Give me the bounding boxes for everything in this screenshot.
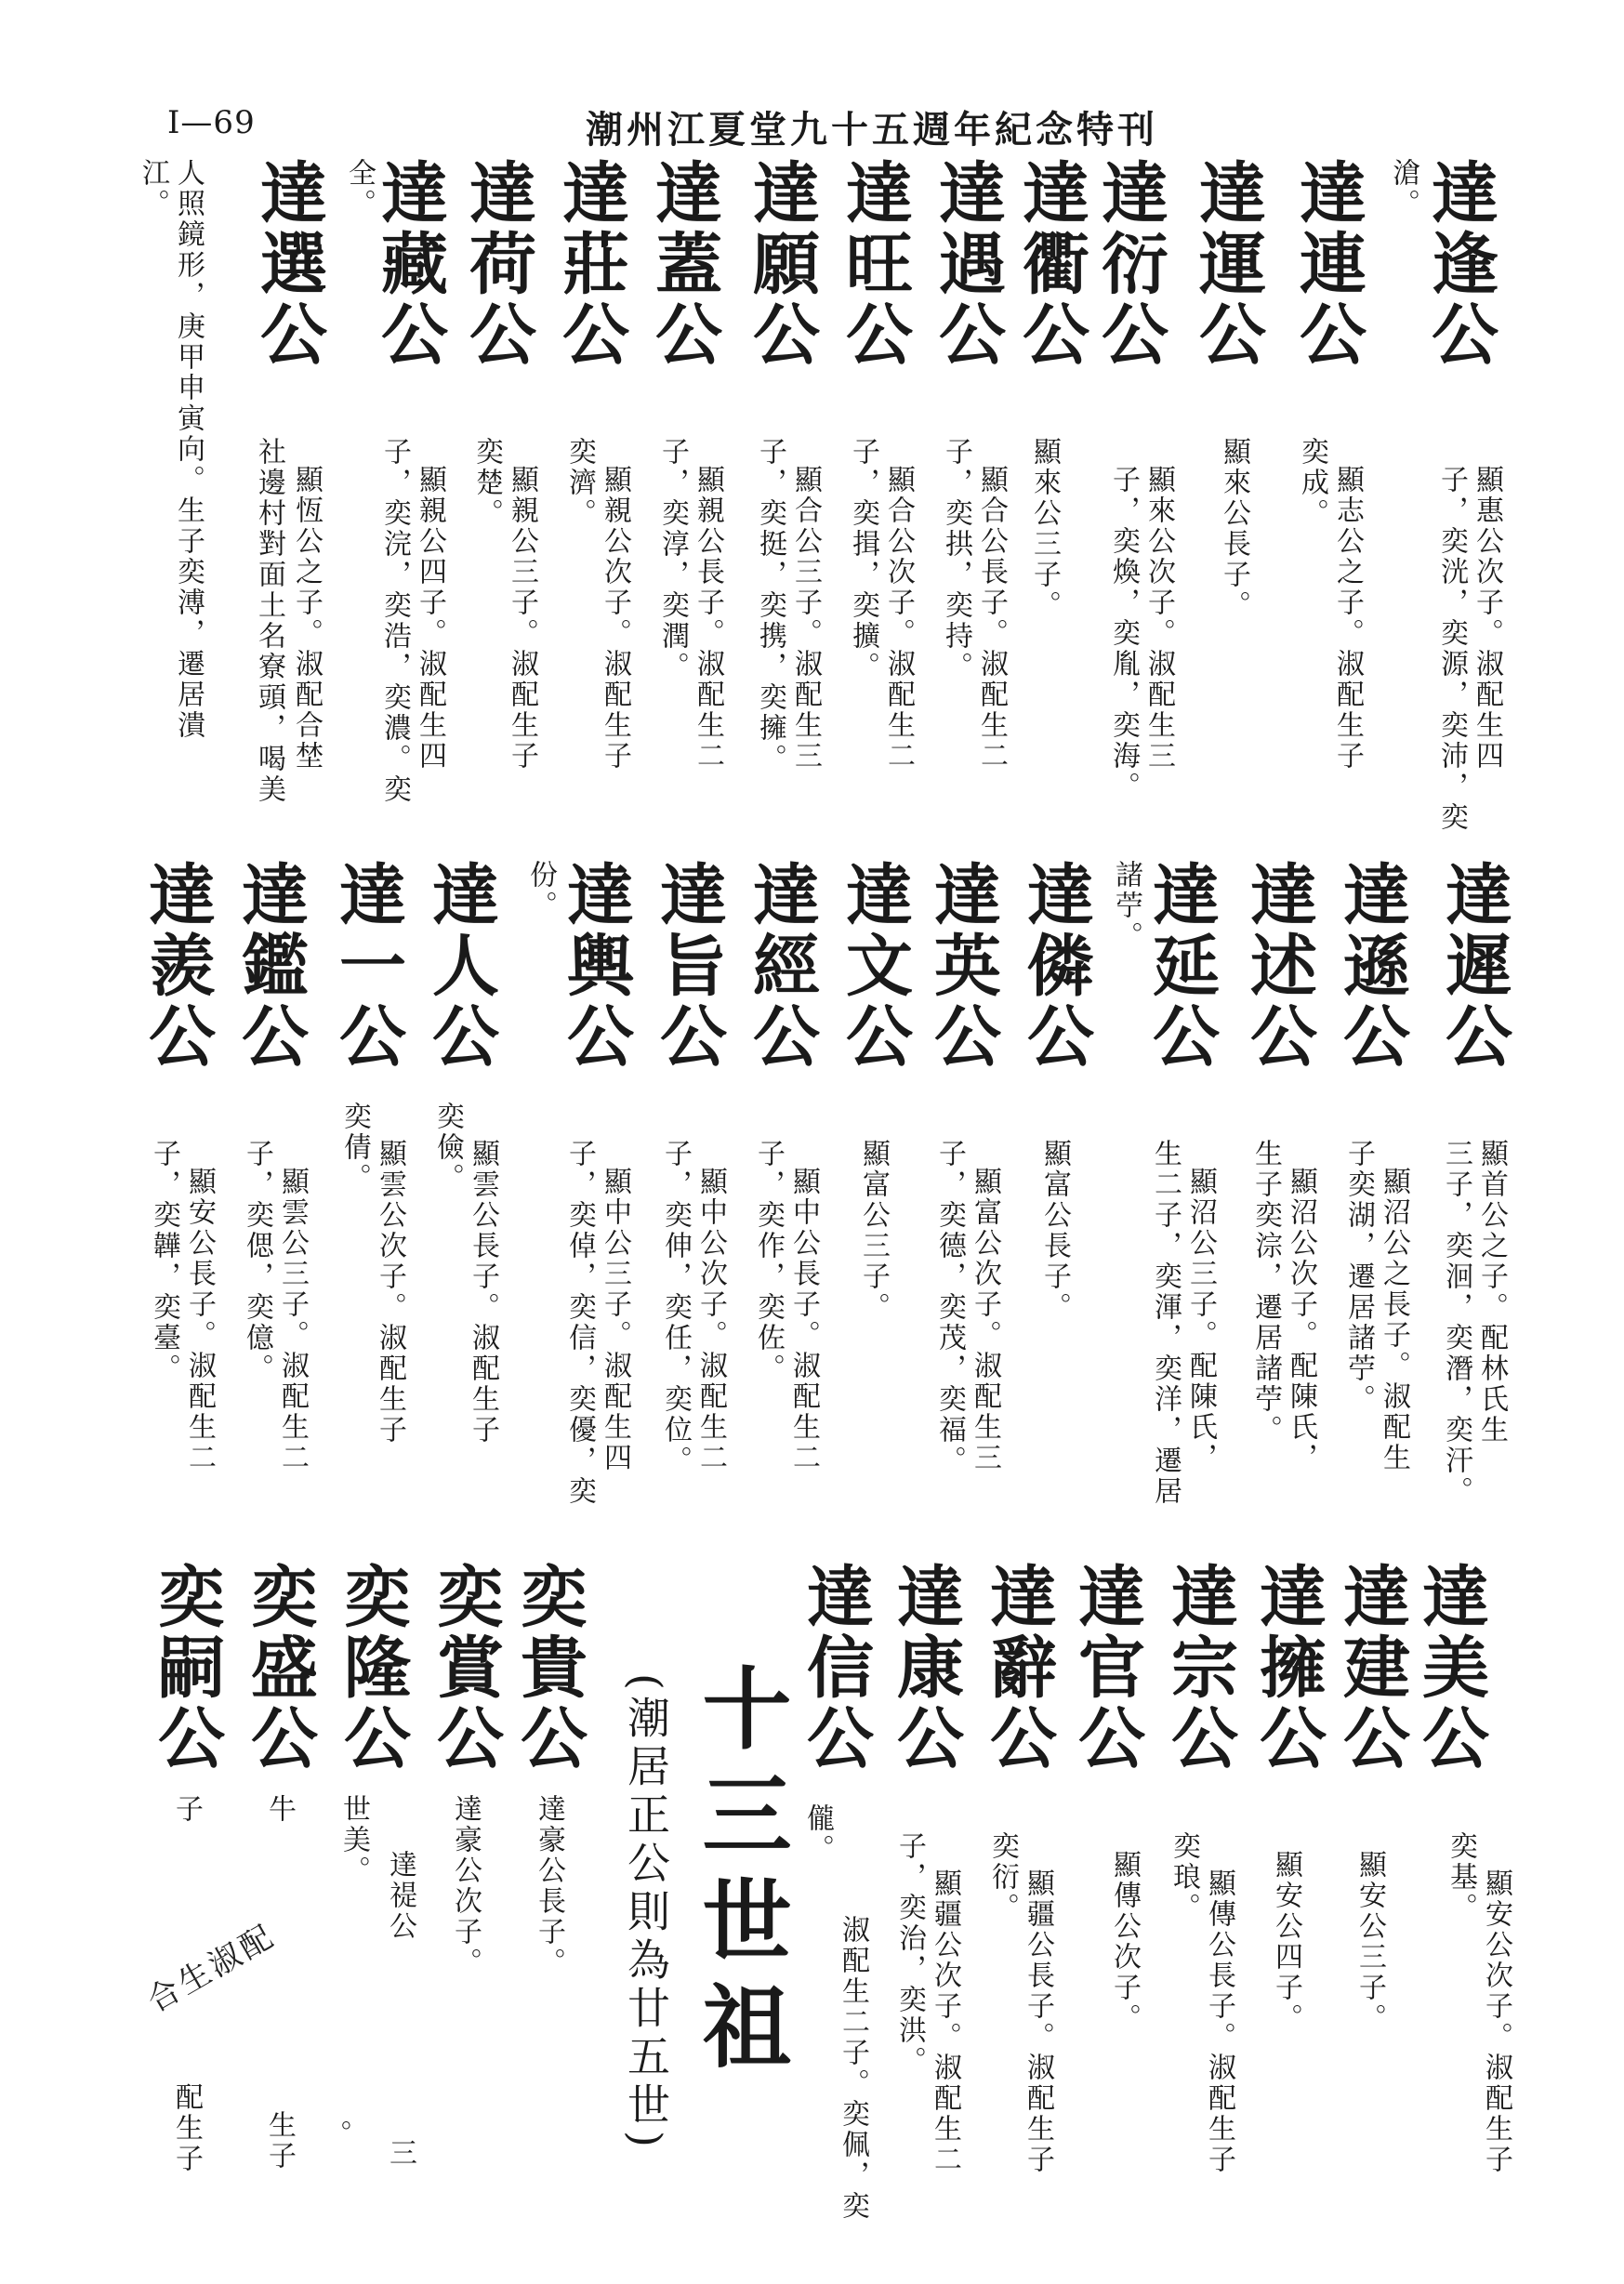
entry-line: 生子 (263, 2110, 296, 2172)
entry (832, 158, 925, 846)
entry-line: 顯中公次子。淑配生二 (694, 1167, 727, 1473)
entry-line: 子，奕洸，奕源，奕沛，奕 (1435, 465, 1468, 833)
running-title: 潮州江夏堂九十五週年紀念特刊 (586, 108, 1158, 152)
entry-line: 奕倩。 (338, 1102, 371, 1194)
entry-line: 子，奕挺，奕携，奕擁。 (754, 437, 786, 774)
entry (1236, 860, 1329, 1529)
entry-line: 顯親公次子。淑配生子 (599, 465, 631, 772)
entry-line: 淑配生二子。奕佩，奕 (837, 1915, 869, 2222)
entry-name: 達旨公 (649, 860, 728, 1072)
entry-line: 份。 (524, 860, 557, 921)
entry-name: 達信公 (796, 1562, 875, 1774)
entry-line: 子，奕揖，奕擴。 (847, 437, 879, 682)
entry-line: 子，奕韡，奕臺。 (148, 1139, 180, 1384)
entry (521, 860, 646, 1529)
entry-line: 生二子，奕渾，奕洋，遷居 (1149, 1139, 1182, 1507)
entry-line: 顯疆公次子。淑配生二 (929, 1868, 961, 2175)
entry-name: 達選公 (249, 158, 328, 370)
entry (135, 158, 330, 846)
entry-name: 達宗公 (1160, 1562, 1239, 1774)
entry-line: 人照鏡形，庚甲申寅向。生子奕溥，遷居潰 (172, 158, 205, 741)
entry-name: 達衍公 (1090, 158, 1169, 370)
entry-line: 奕成。 (1296, 437, 1328, 529)
entry-name: 奕嗣公 (147, 1562, 226, 1774)
entry-line: 顯富公三子。 (857, 1139, 890, 1323)
entry (920, 860, 1013, 1529)
entry-line: 社邊村對面土名寮頭，喝美 (253, 437, 285, 805)
entry-line: 顯恆公之子。淑配合埜 (290, 465, 323, 772)
entry-line: 顯安公長子。淑配生二 (183, 1167, 216, 1473)
entry-line: 奕儉。 (431, 1102, 464, 1194)
entry-line: 達豪公次子。 (449, 1794, 482, 1978)
entry-name: 達文公 (835, 860, 914, 1072)
entry-name: 達藏公 (370, 158, 449, 370)
entry (1190, 158, 1274, 846)
entry-line: 。 (319, 2119, 351, 2150)
entry (1422, 860, 1515, 1529)
entry-name: 達官公 (1067, 1562, 1146, 1774)
entry-name: 達擁公 (1248, 1562, 1327, 1774)
entry-line: 子，奕倬，奕信，奕優，奕 (563, 1139, 596, 1507)
entry (646, 860, 739, 1529)
entry-name: 達遜公 (1332, 860, 1411, 1072)
entry-line: 顯傳公次子。 (1108, 1850, 1141, 2034)
entry-line: 顯來公長子。 (1218, 437, 1250, 621)
entry-name: 達荷公 (458, 158, 537, 370)
entry-line: 顯親公四子。淑配生四 (414, 465, 446, 772)
entry-line: 奕琅。 (1168, 1831, 1200, 1923)
row-4 (0, 1562, 1624, 2231)
entry-name: 達康公 (886, 1562, 965, 1774)
entry-name: 達羨公 (138, 860, 217, 1072)
entry (1013, 158, 1088, 846)
entry-line: 生子奕淙，遷居諸苧。 (1249, 1139, 1282, 1446)
entry-name: 奕貴公 (509, 1562, 588, 1774)
page-number: I—69 (167, 104, 256, 141)
entry (1281, 158, 1383, 846)
entry-line: 三子，奕洄，奕潛，奕汗。 (1440, 1139, 1472, 1507)
entry-name: 達鑑公 (231, 860, 310, 1072)
entry-name: 達連公 (1288, 158, 1367, 370)
entry-line: 世美。 (337, 1794, 370, 1886)
entry-line: 顯合公三子。淑配生三 (789, 465, 822, 772)
entry-line: 牛 (263, 1794, 296, 1825)
entry-name: 達延公 (1142, 860, 1221, 1072)
entry-line: 顯中公三子。淑配生四 (599, 1167, 631, 1473)
entry (1387, 158, 1515, 846)
entry-line: 子，奕浣，奕浩，奕濃。奕 (378, 437, 411, 805)
entry (1329, 860, 1422, 1529)
entry (1018, 860, 1102, 1529)
entry-line: 子奕湖，遷居諸苧。 (1342, 1139, 1375, 1415)
entry (139, 1562, 232, 2231)
entry-name: 達人公 (421, 860, 500, 1072)
entry-line: 奕楚。 (470, 437, 503, 529)
entry-name: 達一公 (328, 860, 407, 1072)
entry-name: 達旺公 (835, 158, 914, 370)
entry-name: 達逢公 (1420, 158, 1499, 370)
entry-line: 顯中公長子。淑配生二 (787, 1167, 820, 1473)
entry-name: 達遇公 (928, 158, 1007, 370)
entry (418, 860, 511, 1529)
entry (228, 860, 321, 1529)
stamp-mark: 合生淑配 (140, 1917, 283, 2020)
entry (339, 158, 456, 846)
entry (837, 860, 920, 1529)
entry-line: 子，奕伸，奕任，奕位。 (659, 1139, 692, 1476)
entry-line: 子，奕作，奕佐。 (752, 1139, 785, 1384)
row-2 (0, 860, 1624, 1529)
entry (232, 1562, 325, 2231)
entry-name: 達美公 (1411, 1562, 1490, 1774)
entry-line: 子，奕偲，奕億。 (241, 1139, 273, 1384)
entry-line: 顯雲公次子。淑配生子 (374, 1139, 406, 1446)
entry-line: 顯雲公三子。淑配生二 (276, 1167, 309, 1473)
entry-line: 顯傳公長子。淑配生子 (1203, 1868, 1235, 2175)
entry-line: 顯沼公三子。配陳氏， (1184, 1167, 1217, 1473)
entry-line: 子 (170, 1794, 203, 1825)
entry-line: 顯來公次子。淑配生三 (1142, 465, 1175, 772)
entry-line: 配生子 (170, 2082, 203, 2174)
entry-line: 子，奕治，奕洪。 (893, 1831, 926, 2077)
entry-line: 顯沼公次子。配陳氏， (1285, 1167, 1317, 1473)
entry-line: 儱。 (801, 1803, 834, 1865)
entry (925, 158, 1018, 846)
entry (641, 158, 734, 846)
entry-line: 達豪公長子。 (533, 1794, 565, 1978)
entry (325, 1562, 418, 2231)
entry (135, 860, 228, 1529)
entry-name: 達辭公 (979, 1562, 1058, 1774)
entry-name: 奕盛公 (240, 1562, 319, 1774)
entry-line: 江。 (137, 158, 169, 219)
entry-name: 奕賞公 (426, 1562, 505, 1774)
entry-name: 達輿公 (556, 860, 635, 1072)
entry-line: 顯首公之子。配林氏生 (1475, 1139, 1508, 1446)
entry-name: 達運公 (1188, 158, 1267, 370)
entry (456, 158, 548, 846)
entry (325, 860, 418, 1529)
entry-line: 顯安公三子。 (1353, 1850, 1386, 2034)
entry-line: 顯安公四子。 (1270, 1850, 1302, 2034)
entry-line: 子，奕煥，奕胤，奕海。 (1107, 465, 1140, 802)
entry-line: 顯富公次子。淑配生三 (969, 1167, 1001, 1473)
entry-line: 達禔公 (384, 1850, 416, 1942)
entry-line: 顯安公次子。淑配生子 (1480, 1868, 1512, 2175)
entry-line: 諸苧。 (1110, 860, 1142, 952)
entry-line: 顯雲公長子。淑配生子 (467, 1139, 499, 1446)
entry-line: 滄。 (1387, 158, 1419, 219)
entry-name: 達經公 (742, 860, 821, 1072)
entry-name: 達蓋公 (644, 158, 723, 370)
entry-line: 顯志公之子。淑配生子 (1331, 465, 1364, 772)
entry (1106, 860, 1232, 1529)
entry-line: 奕基。 (1445, 1831, 1477, 1923)
entry-line: 全。 (343, 158, 376, 219)
section-heading: 十三世祖 (688, 1662, 793, 2086)
entry-name: 達遲公 (1434, 860, 1513, 1072)
entry (548, 158, 641, 846)
entry-name: 奕隆公 (333, 1562, 412, 1774)
entry-line: 顯親公三子。淑配生子 (506, 465, 538, 772)
entry-name: 達願公 (742, 158, 821, 370)
entry-line: 三 (384, 2138, 416, 2169)
entry-line: 顯親公長子。淑配生二 (692, 465, 724, 772)
row-1 (0, 158, 1624, 846)
entry-line: 顯來公三子。 (1028, 437, 1061, 621)
entry-name: 達莊公 (551, 158, 630, 370)
entry-line: 子，奕淳，奕潤。 (656, 437, 689, 682)
entry-line: 子，奕德，奕茂，奕福。 (933, 1139, 966, 1476)
entry-line: 奕濟。 (563, 437, 596, 529)
entry-name: 達僯公 (1016, 860, 1095, 1072)
entry-name: 達述公 (1239, 860, 1318, 1072)
entry-line: 顯合公次子。淑配生二 (882, 465, 915, 772)
entry (739, 158, 832, 846)
entry-line: 顯惠公次子。淑配生四 (1471, 465, 1503, 772)
entry-line: 顯疆公長子。淑配生子 (1022, 1868, 1054, 2175)
entry-line: 顯富公長子。 (1038, 1139, 1071, 1323)
entry (739, 860, 832, 1529)
entry-name: 達建公 (1332, 1562, 1411, 1774)
entry-line: 顯合公長子。淑配生二 (975, 465, 1008, 772)
entry (1092, 158, 1185, 846)
entry-name: 達衢公 (1011, 158, 1090, 370)
section-subheading: (潮居正公則為廿五世) (621, 1673, 671, 2153)
entry-line: 奕衍。 (986, 1831, 1019, 1923)
entry-name: 達英公 (923, 860, 1002, 1072)
entry-line: 顯沼公之長子。淑配生 (1378, 1167, 1410, 1473)
entry-line: 子，奕拱，奕持。 (940, 437, 972, 682)
